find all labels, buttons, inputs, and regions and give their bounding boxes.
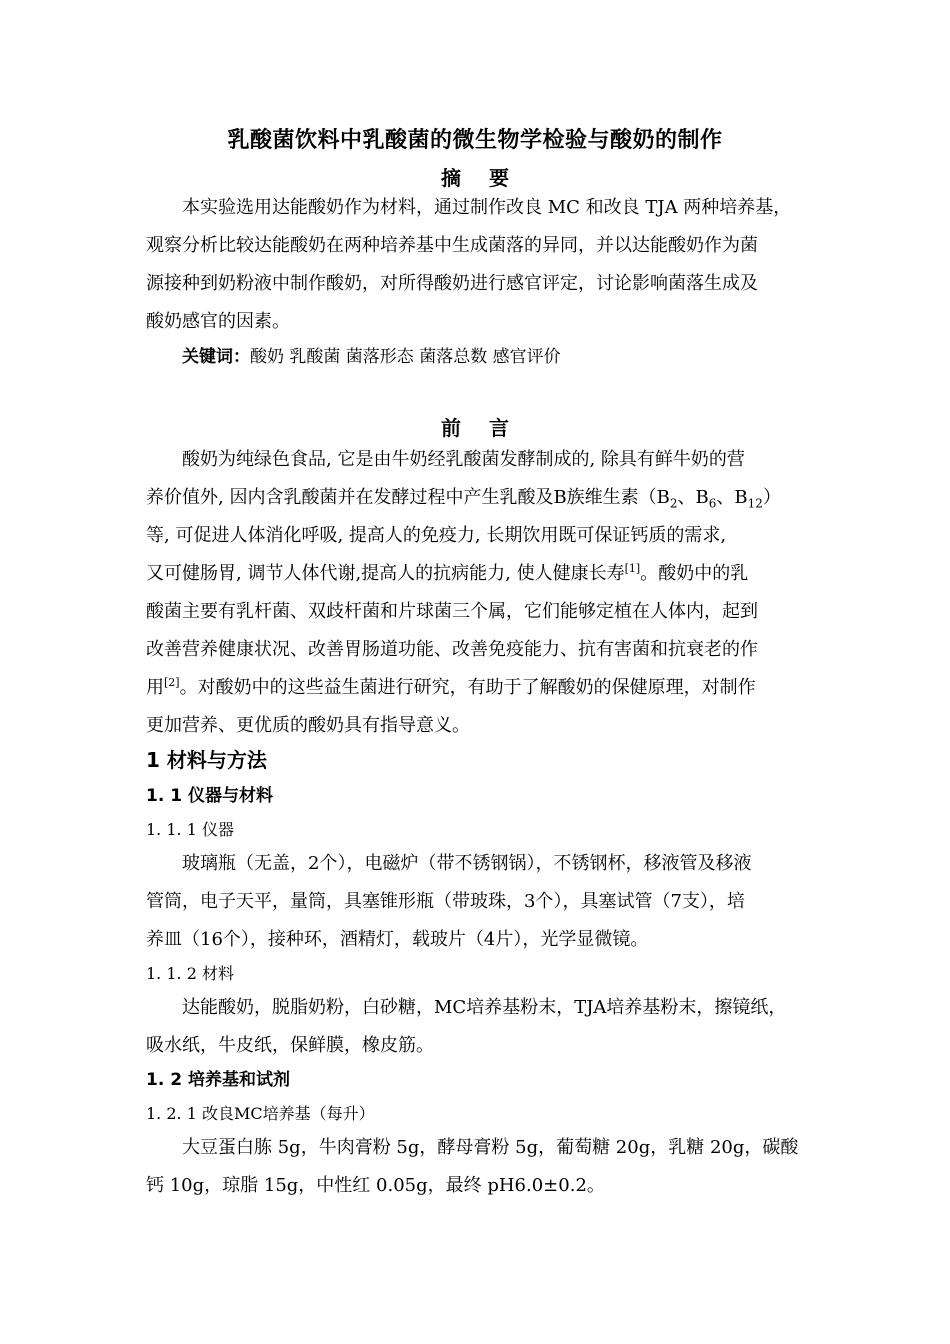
body-line: 吸水纸，牛皮纸，保鲜膜，橡皮筋。 — [146, 1035, 434, 1056]
abstract-heading: 摘要 — [441, 166, 537, 190]
subsubsection-heading: 1. 1. 1 仪器 — [146, 820, 234, 839]
abstract-line: 本实验选用达能酸奶作为材料，通过制作改良 MC 和改良 TJA 两种培养基， — [182, 197, 792, 218]
preface-line: 更加营养、更优质的酸奶具有指导意义。 — [146, 715, 470, 736]
body-line: 玻璃瓶（无盖，2个），电磁炉（带不锈钢锅），不锈钢杯，移液管及移液 — [182, 853, 752, 874]
body-line: 养皿（16个），接种环，酒精灯，载玻片（4片），光学显微镜。 — [146, 929, 649, 950]
keywords-line — [182, 345, 561, 369]
preface-line: 改善营养健康状况、改善胃肠道功能、改善免疫能力、抗有害菌和抗衰老的作 — [146, 639, 758, 660]
body-line: 大豆蛋白胨 5g，牛肉膏粉 5g，酵母膏粉 5g，葡萄糖 20g，乳糖 20g，碳酸 — [182, 1137, 799, 1158]
keywords: 酸奶 乳酸菌 菌落形态 菌落总数 感官评价 — [250, 347, 561, 367]
preface-line: 又可健肠胃, 调节人体代谢,提高人的抗病能力, 使人健康长寿[1]。酸奶中的乳 — [146, 562, 749, 584]
keywords-label: 关键词： — [182, 347, 250, 367]
abstract-line: 酸奶感官的因素。 — [146, 311, 290, 332]
abstract-line: 源接种到奶粉液中制作酸奶，对所得酸奶进行感官评定，讨论影响菌落生成及 — [146, 273, 758, 294]
body-line: 钙 10g，琼脂 15g，中性红 0.05g，最终 pH6.0±0.2。 — [146, 1175, 605, 1196]
preface-line: 酸奶为纯绿色食品, 它是由牛奶经乳酸菌发酵制成的, 除具有鲜牛奶的营 — [182, 449, 745, 470]
preface-line: 等, 可促进人体消化呼吸, 提高人的免疫力, 长期饮用既可保证钙质的需求, — [146, 525, 727, 546]
citation-ref: [2] — [164, 676, 180, 689]
citation-ref: [1] — [624, 562, 641, 575]
subsection-heading: 1. 2 培养基和试剂 — [146, 1070, 290, 1090]
abstract-line: 观察分析比较达能酸奶在两种培养基中生成菌落的异同，并以达能酸奶作为菌 — [146, 235, 758, 256]
subsubsection-heading: 1. 1. 2 材料 — [146, 964, 234, 983]
preface-heading: 前言 — [441, 416, 537, 440]
preface-line: 酸菌主要有乳杆菌、双歧杆菌和片球菌三个属，它们能够定植在人体内，起到 — [146, 601, 758, 622]
body-line: 管筒，电子天平，量筒，具塞锥形瓶（带玻珠，3个），具塞试管（7支），培 — [146, 891, 745, 912]
paper-title: 乳酸菌饮料中乳酸菌的微生物学检验与酸奶的制作 — [227, 128, 723, 153]
preface-line: 养价值外, 因内含乳酸菌并在发酵过程中产生乳酸及B族维生素（$B_2$、$B_6$、$B_{12}$） — [146, 487, 781, 511]
subsubsection-heading: 1. 2. 1 改良MC培养基（每升） — [146, 1104, 375, 1123]
body-line: 达能酸奶，脱脂奶粉，白砂糖，MC培养基粉末，TJA培养基粉末，擦镜纸， — [182, 997, 787, 1018]
section-heading: 1 材料与方法 — [146, 748, 267, 772]
preface-line: 用[2]。对酸奶中的这些益生菌进行研究，有助于了解酸奶的保健原理，对制作 — [146, 676, 756, 698]
subsection-heading: 1. 1 仪器与材料 — [146, 786, 273, 806]
